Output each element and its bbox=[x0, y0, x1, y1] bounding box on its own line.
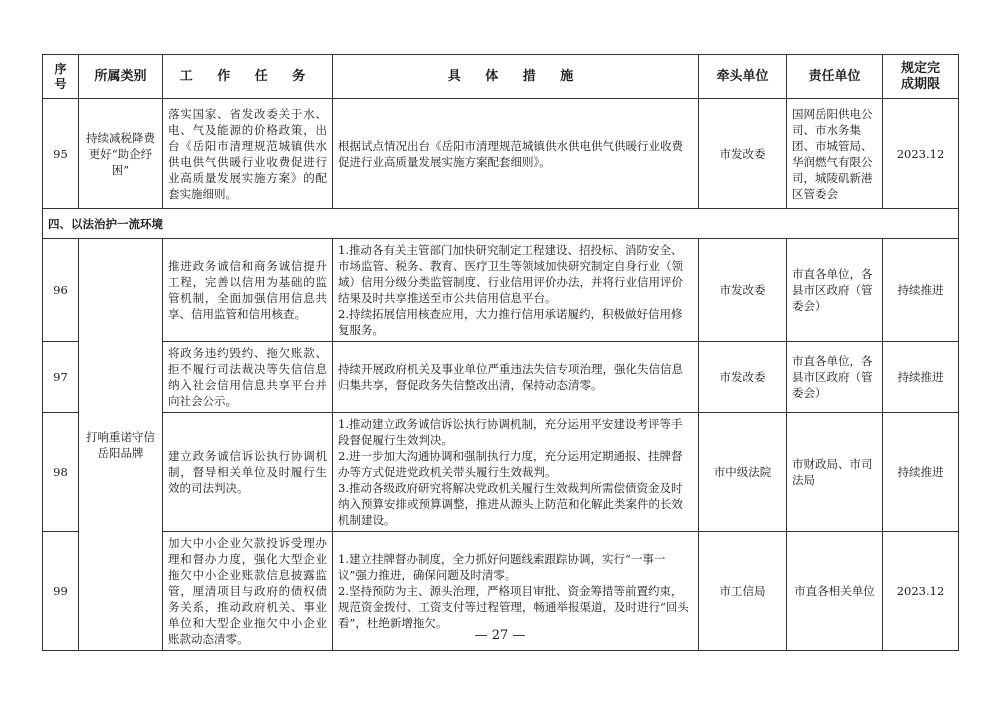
header-seq: 序号 bbox=[43, 55, 79, 99]
row-deadline: 2023.12 bbox=[883, 99, 959, 209]
header-category: 所属类别 bbox=[79, 55, 163, 99]
row-seq: 95 bbox=[43, 99, 79, 209]
measure-item: 1.建立挂牌督办制度，全力抓好问题线索跟踪协调，实行“一事一议”强力推进，确保问题及时清零。 bbox=[338, 552, 666, 582]
header-lead: 牵头单位 bbox=[699, 55, 787, 99]
row-task: 落实国家、省发改委关于水、电、气及能源的价格政策，出台《岳阳市清理规范城镇供水供电供气供暖行业收费促进行业高质量发展实施方案》的配套实施细则。 bbox=[163, 99, 333, 209]
row-measures bbox=[333, 342, 699, 413]
row-measures bbox=[333, 413, 699, 532]
measure-item: 根据试点情况出台《岳阳市清理规范城镇供水供电供气供暖行业收费促进行业高质量发展实施方案配套细则》。 bbox=[338, 138, 683, 169]
row-task: 将政务违约毁约、拖欠账款、拒不履行司法裁决等失信信息纳入社会信用信息共享平台并向社会公示。 bbox=[163, 342, 333, 413]
row-lead: 市工信局 bbox=[699, 532, 787, 651]
row-category: 打响重诺守信岳阳品牌 bbox=[79, 239, 163, 651]
measure-item: 2.持续拓展信用核查应用，大力推行信用承诺履约，积极做好信用修复服务。 bbox=[338, 307, 683, 337]
row-task: 加大中小企业欠款投诉受理办理和督办力度，强化大型企业拖欠中小企业账款信息披露监管，厘清项目与政府的债权债务关系，推动政府机关、事业单位和大型企业拖欠中小企业账款动态清零。 bbox=[163, 532, 333, 651]
measure-item: 1.推动建立政务诚信诉讼执行协调机制，充分运用平安建设考评等手段督促履行生效判决。 bbox=[338, 417, 683, 447]
table-row bbox=[43, 342, 959, 413]
measure-item: 2.进一步加大沟通协调和强制执行力度，充分运用定期通报、挂牌督办等方式促进党政机关带头履行生效裁判。 bbox=[338, 449, 683, 479]
row-seq: 98 bbox=[43, 413, 79, 532]
row-task: 建立政务诚信诉讼执行协调机制，督导相关单位及时履行生效的司法判决。 bbox=[163, 413, 333, 532]
row-resp: 市财政局、市司法局 bbox=[787, 413, 883, 532]
row-deadline: 2023.12 bbox=[883, 532, 959, 651]
row-measures bbox=[333, 239, 699, 342]
measure-item: 1.推动各有关主管部门加快研究制定工程建设、招投标、消防安全、市场监管、税务、教育、医疗卫生等领域加快研究制定自身行业（领域）信用分级分类监管制度、行业信用评价办法，并将行业信用评价结果及时共享推送至市公共信用信息平台。 bbox=[338, 243, 683, 305]
measure-item: 持续开展政府机关及事业单位严重违法失信专项治理，强化失信信息归集共享，督促政务失信整改出清，保持动态清零。 bbox=[338, 362, 683, 392]
row-category: 持续减税降费更好“助企纾困” bbox=[79, 99, 163, 209]
page-number: — 27 — bbox=[474, 628, 526, 643]
table-row bbox=[43, 99, 959, 209]
header-measures: 具 体 措 施 bbox=[333, 55, 699, 99]
row-lead: 市中级法院 bbox=[699, 413, 787, 532]
measure-item: 3.推动各级政府研究将解决党政机关履行生效裁判所需偿债资金及时纳入预算安排或预算调整，推进从源头上防范和化解此类案件的长效机制建设。 bbox=[338, 481, 683, 527]
header-task: 工 作 任 务 bbox=[163, 55, 333, 99]
section-row bbox=[43, 209, 959, 239]
row-measures bbox=[333, 99, 699, 209]
row-deadline: 持续推进 bbox=[883, 342, 959, 413]
measure-item: 2.坚持预防为主、源头治理，严格项目审批、资金筹措等前置约束，规范资金拨付、工资支付等过程管理，畅通举报渠道，及时进行“回头看”，杜绝新增拖欠。 bbox=[338, 584, 689, 630]
row-deadline: 持续推进 bbox=[883, 413, 959, 532]
row-resp: 市直各单位，各县市区政府（管委会） bbox=[787, 239, 883, 342]
header-deadline: 规定完成期限 bbox=[883, 55, 959, 99]
row-lead: 市发改委 bbox=[699, 342, 787, 413]
table-row bbox=[43, 239, 959, 342]
header-resp: 责任单位 bbox=[787, 55, 883, 99]
row-seq: 97 bbox=[43, 342, 79, 413]
row-lead: 市发改委 bbox=[699, 239, 787, 342]
row-seq: 99 bbox=[43, 532, 79, 651]
row-lead: 市发改委 bbox=[699, 99, 787, 209]
table-row bbox=[43, 413, 959, 532]
row-task: 推进政务诚信和商务诚信提升工程，完善以信用为基础的监管机制，全面加强信用信息共享、信用监管和信用核查。 bbox=[163, 239, 333, 342]
task-table bbox=[42, 54, 959, 651]
row-seq: 96 bbox=[43, 239, 79, 342]
section-title: 四、以法治护一流环境 bbox=[43, 209, 959, 239]
row-deadline: 持续推进 bbox=[883, 239, 959, 342]
row-resp: 市直各相关单位 bbox=[787, 532, 883, 651]
row-resp: 国网岳阳供电公司、市水务集团、市城管局、华润燃气有限公司，城陵矶新港区管委会 bbox=[787, 99, 883, 209]
row-resp: 市直各单位，各县市区政府（管委会） bbox=[787, 342, 883, 413]
header-row bbox=[43, 55, 959, 99]
